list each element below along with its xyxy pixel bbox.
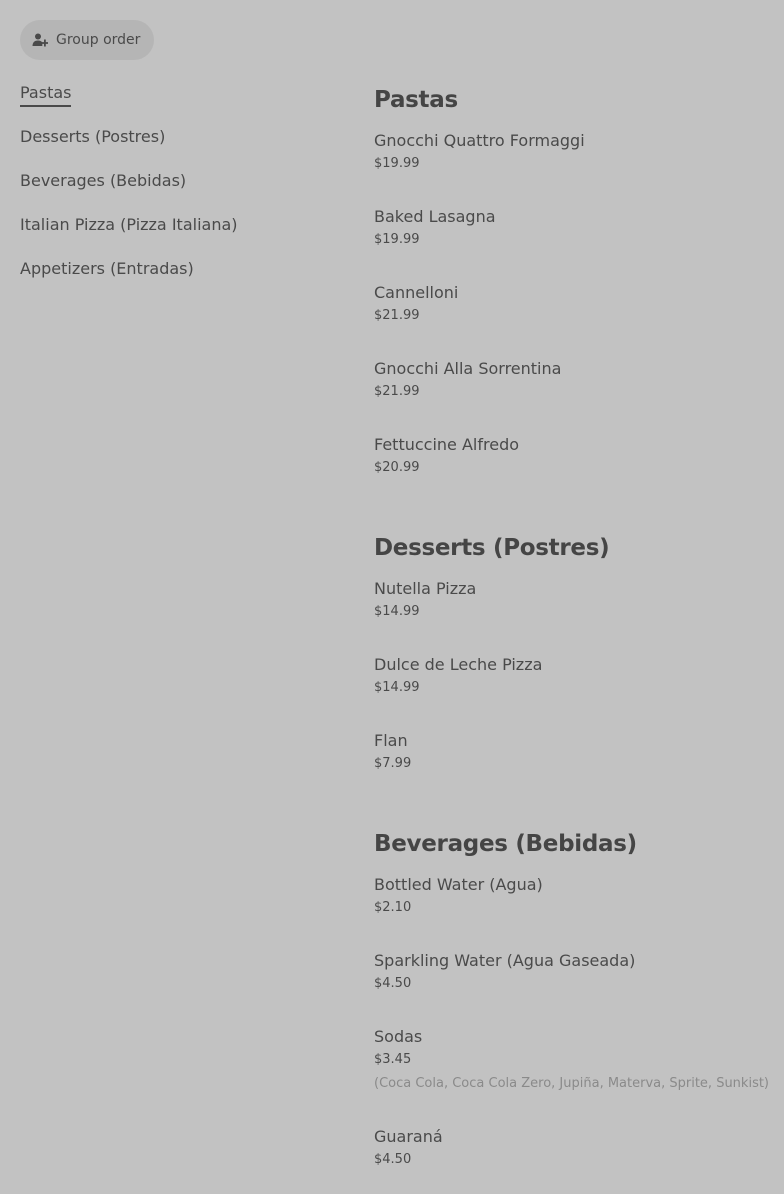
nav-item-label: Desserts (Postres) xyxy=(20,127,166,146)
menu-item[interactable] xyxy=(374,194,774,270)
group-order-button[interactable] xyxy=(20,20,154,60)
menu-item[interactable] xyxy=(374,938,774,1014)
item-price: $7.99 xyxy=(374,756,412,771)
item-name: Baked Lasagna xyxy=(374,207,496,226)
item-price: $19.99 xyxy=(374,232,420,247)
item-name: Gnocchi Alla Sorrentina xyxy=(374,359,562,378)
nav-item-beverages[interactable] xyxy=(20,170,340,214)
menu-item[interactable] xyxy=(374,718,774,794)
add-user-icon xyxy=(32,32,48,48)
nav-item-appetizers[interactable] xyxy=(20,258,340,302)
menu-item[interactable] xyxy=(374,270,774,346)
nav-item-label: Pastas xyxy=(20,82,71,107)
item-name: Cannelloni xyxy=(374,283,459,302)
menu-item[interactable] xyxy=(374,346,774,422)
item-name: Nutella Pizza xyxy=(374,579,477,598)
menu-section-desserts xyxy=(374,530,774,794)
item-name: Gnocchi Quattro Formaggi xyxy=(374,131,585,150)
nav-item-desserts[interactable] xyxy=(20,126,340,170)
menu-item[interactable] xyxy=(374,1114,774,1190)
menu-section-pastas xyxy=(374,82,774,498)
menu-item[interactable] xyxy=(374,118,774,194)
item-price: $21.99 xyxy=(374,308,420,323)
item-price: $19.99 xyxy=(374,156,420,171)
group-order-label: Group order xyxy=(56,32,141,48)
item-price: $4.50 xyxy=(374,1152,412,1167)
section-title: Pastas xyxy=(374,87,458,113)
item-price: $2.10 xyxy=(374,900,412,915)
nav-item-label: Beverages (Bebidas) xyxy=(20,171,187,190)
item-name: Guaraná xyxy=(374,1127,443,1146)
menu-item[interactable] xyxy=(374,1014,774,1114)
item-price: $14.99 xyxy=(374,680,420,695)
nav-item-label: Appetizers (Entradas) xyxy=(20,259,194,278)
menu-section-beverages xyxy=(374,826,774,1190)
item-name: Sparkling Water (Agua Gaseada) xyxy=(374,951,636,970)
item-price: $3.45 xyxy=(374,1052,412,1067)
item-price: $14.99 xyxy=(374,604,420,619)
menu-item[interactable] xyxy=(374,862,774,938)
item-price: $4.50 xyxy=(374,976,412,991)
item-name: Fettuccine Alfredo xyxy=(374,435,520,454)
nav-item-italian-pizza[interactable] xyxy=(20,214,340,258)
section-title: Desserts (Postres) xyxy=(374,535,610,561)
section-title: Beverages (Bebidas) xyxy=(374,831,637,857)
menu-list xyxy=(374,82,774,1190)
item-name: Flan xyxy=(374,731,408,750)
nav-item-label: Italian Pizza (Pizza Italiana) xyxy=(20,215,238,234)
menu-item[interactable] xyxy=(374,422,774,498)
menu-item[interactable] xyxy=(374,566,774,642)
item-name: Dulce de Leche Pizza xyxy=(374,655,543,674)
item-price: $21.99 xyxy=(374,384,420,399)
category-nav xyxy=(20,82,340,302)
menu-item[interactable] xyxy=(374,642,774,718)
item-price: $20.99 xyxy=(374,460,420,475)
item-description: (Coca Cola, Coca Cola Zero, Jupiña, Materva, Sprite, Sunkist) xyxy=(374,1076,770,1091)
nav-item-pastas[interactable] xyxy=(20,82,340,126)
item-name: Sodas xyxy=(374,1027,423,1046)
item-name: Bottled Water (Agua) xyxy=(374,875,543,894)
